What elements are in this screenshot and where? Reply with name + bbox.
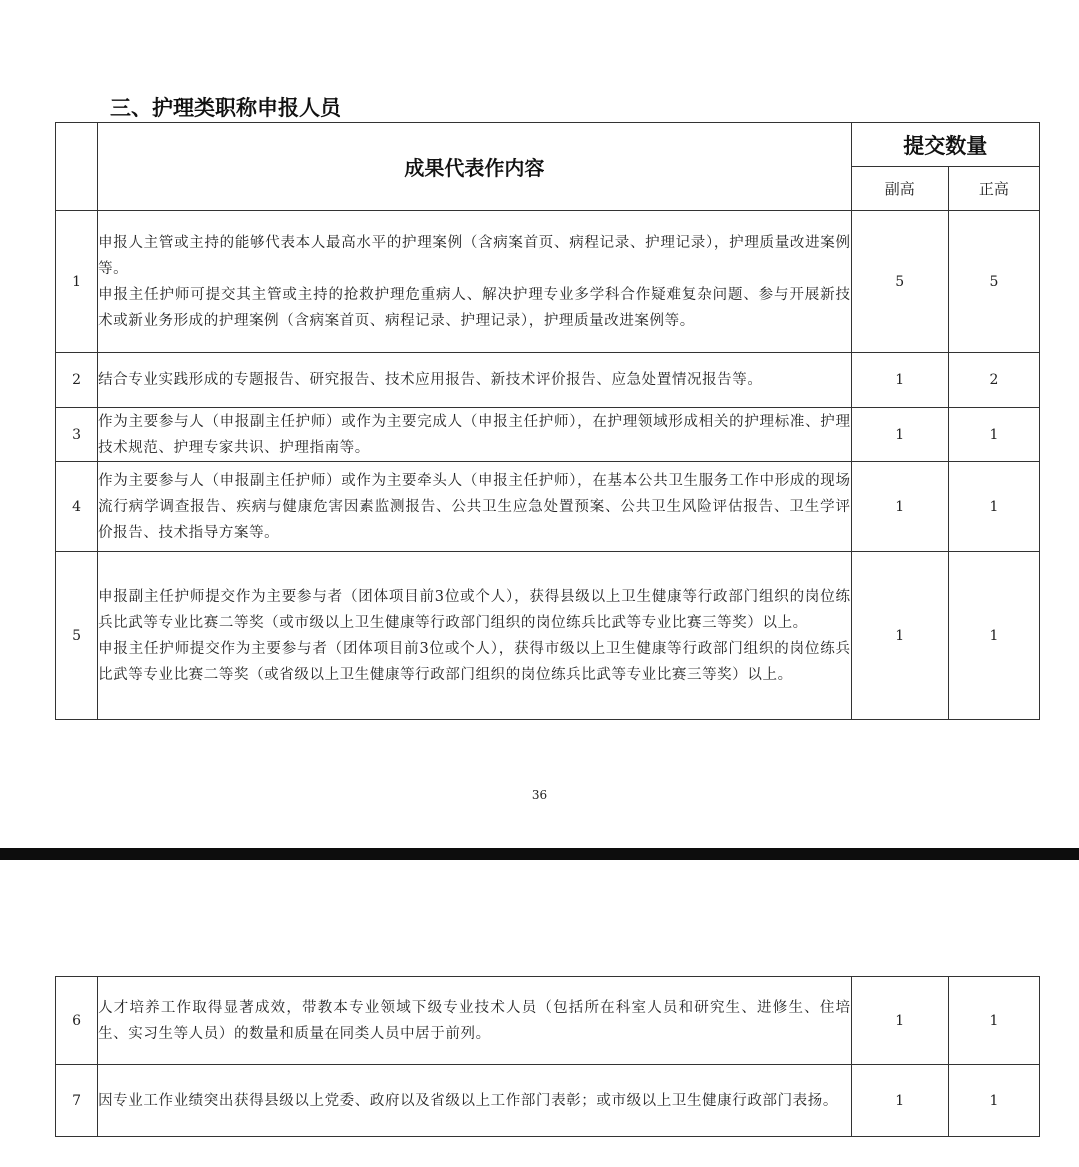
row-content bbox=[98, 408, 852, 462]
row-fu-gao: 5 bbox=[851, 211, 948, 353]
row-paragraph: 申报副主任护师提交作为主要参与者（团体项目前3位或个人），获得县级以上卫生健康等行政部门组织的岗位练兵比武等专业比赛二等奖（或市级以上卫生健康等行政部门组织的岗位练兵比武等专业比赛三等奖）以上。 bbox=[98, 588, 851, 631]
row-content bbox=[98, 1065, 852, 1137]
page-divider bbox=[0, 848, 1079, 860]
row-content bbox=[98, 353, 852, 408]
table-row bbox=[56, 462, 1040, 552]
table-row bbox=[56, 1065, 1040, 1137]
row-number: 6 bbox=[56, 977, 98, 1065]
row-content bbox=[98, 211, 852, 353]
row-fu-gao: 1 bbox=[851, 353, 948, 408]
row-paragraph: 申报人主管或主持的能够代表本人最高水平的护理案例（含病案首页、病程记录、护理记录），护理质量改进案例等。 bbox=[98, 234, 851, 277]
achievement-table bbox=[55, 122, 1040, 720]
row-zheng-gao: 1 bbox=[948, 462, 1039, 552]
row-paragraph: 人才培养工作取得显著成效，带教本专业领域下级专业技术人员（包括所在科室人员和研究生、进修生、住培生、实习生等人员）的数量和质量在同类人员中居于前列。 bbox=[98, 999, 851, 1042]
row-content bbox=[98, 977, 852, 1065]
header-zheng-gao: 正高 bbox=[948, 167, 1039, 211]
row-number: 2 bbox=[56, 353, 98, 408]
achievement-table-continued bbox=[55, 976, 1040, 1137]
row-number: 1 bbox=[56, 211, 98, 353]
header-fu-gao: 副高 bbox=[851, 167, 948, 211]
table-row bbox=[56, 977, 1040, 1065]
page-number: 36 bbox=[531, 788, 548, 802]
row-zheng-gao: 1 bbox=[948, 552, 1039, 720]
row-fu-gao: 1 bbox=[851, 462, 948, 552]
row-content bbox=[98, 552, 852, 720]
row-number: 7 bbox=[56, 1065, 98, 1137]
table-row bbox=[56, 552, 1040, 720]
table-row bbox=[56, 211, 1040, 353]
header-number-cell bbox=[56, 123, 98, 211]
row-fu-gao: 1 bbox=[851, 1065, 948, 1137]
row-zheng-gao: 1 bbox=[948, 408, 1039, 462]
row-paragraph: 申报主任护师可提交其主管或主持的抢救护理危重病人、解决护理专业多学科合作疑难复杂问题、参与开展新技术或新业务形成的护理案例（含病案首页、病程记录、护理记录），护理质量改进案例等。 bbox=[98, 286, 851, 329]
table-row bbox=[56, 408, 1040, 462]
row-fu-gao: 1 bbox=[851, 552, 948, 720]
row-paragraph: 结合专业实践形成的专题报告、研究报告、技术应用报告、新技术评价报告、应急处置情况报告等。 bbox=[98, 372, 763, 388]
row-fu-gao: 1 bbox=[851, 977, 948, 1065]
table-row bbox=[56, 353, 1040, 408]
row-paragraph: 因专业工作业绩突出获得县级以上党委、政府以及省级以上工作部门表彰；或市级以上卫生健康行政部门表扬。 bbox=[98, 1092, 838, 1109]
row-paragraph: 作为主要参与人（申报副主任护师）或作为主要牵头人（申报主任护师），在基本公共卫生服务工作中形成的现场流行病学调查报告、疾病与健康危害因素监测报告、公共卫生应急处置预案、公共卫生风险评估报告、卫生学评价报告、技术指导方案等。 bbox=[98, 472, 851, 541]
row-paragraph: 作为主要参与人（申报副主任护师）或作为主要完成人（申报主任护师），在护理领域形成相关的护理标准、护理技术规范、护理专家共识、护理指南等。 bbox=[98, 413, 851, 456]
row-paragraph: 申报主任护师提交作为主要参与者（团体项目前3位或个人），获得市级以上卫生健康等行政部门组织的岗位练兵比武等专业比赛二等奖（或省级以上卫生健康等行政部门组织的岗位练兵比武等专业比赛三等奖）以上。 bbox=[98, 640, 851, 683]
row-content bbox=[98, 462, 852, 552]
row-number: 5 bbox=[56, 552, 98, 720]
header-content: 成果代表作内容 bbox=[98, 123, 852, 211]
section-title: 三、护理类职称申报人员 bbox=[110, 96, 341, 120]
row-number: 3 bbox=[56, 408, 98, 462]
row-fu-gao: 1 bbox=[851, 408, 948, 462]
row-number: 4 bbox=[56, 462, 98, 552]
row-zheng-gao: 1 bbox=[948, 1065, 1039, 1137]
row-zheng-gao: 2 bbox=[948, 353, 1039, 408]
row-zheng-gao: 1 bbox=[948, 977, 1039, 1065]
row-zheng-gao: 5 bbox=[948, 211, 1039, 353]
header-submit-count: 提交数量 bbox=[851, 123, 1039, 167]
